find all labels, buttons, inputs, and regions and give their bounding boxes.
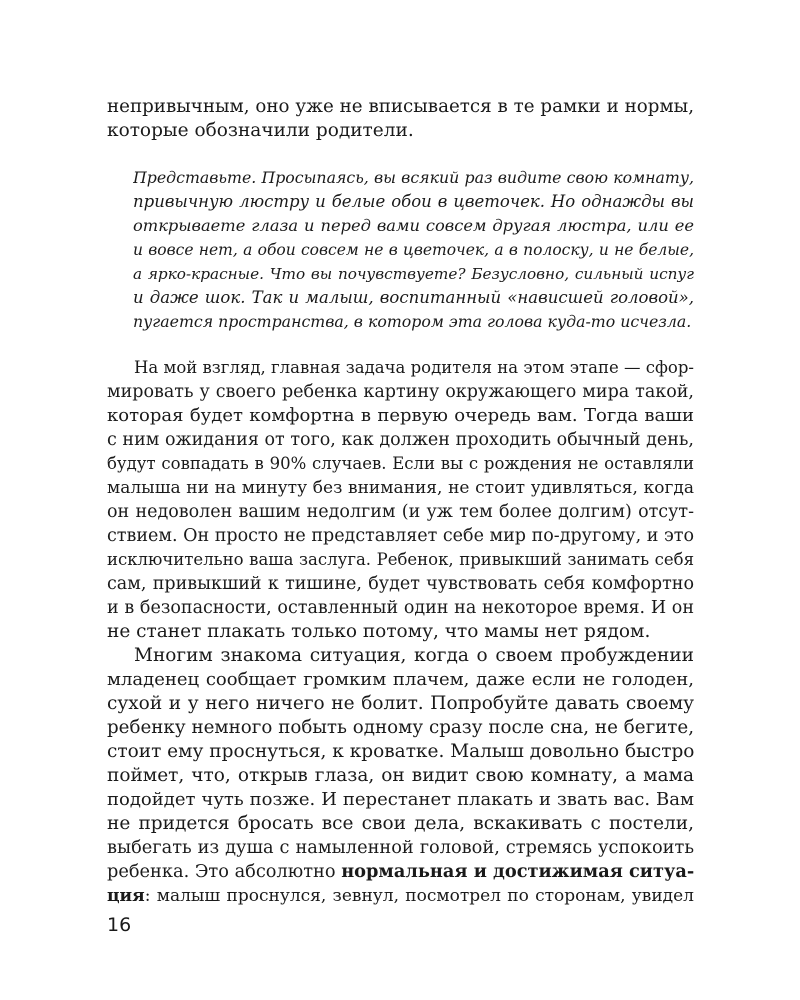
paragraph-3-line: стоит ему проснуться, к кроватке. Малыш довольно быстро — [107, 741, 694, 762]
bold-phrase: нормальная и достижимая ситуа- — [341, 861, 694, 882]
paragraph-2-line: он недоволен вашим недолгим (и уж тем более долгим) отсут- — [107, 502, 694, 522]
paragraph-1-line: непривычным, оно уже не вписывается в те рамки и нормы, — [107, 96, 694, 117]
paragraph-3-line: сухой и у него ничего не болит. Попробуйте давать своему — [107, 693, 694, 714]
paragraph-2-line: малыша ни на минуту без внимания, не стоит удивляться, когда — [107, 478, 694, 498]
quote-line: привычную люстру и белые обои в цветочек. Но однажды вы — [133, 192, 694, 211]
quote-line: а ярко-красные. Что вы почувствуете? Безусловно, сильный испуг — [133, 265, 694, 283]
paragraph-1-line: которые обозначили родители. — [107, 120, 414, 141]
paragraph-2-line: сам, привыкший к тишине, будет чувствовать себя комфортно — [107, 574, 694, 594]
plain-text: : малыш проснулся, зевнул, посмотрел по сторонам, увидел — [144, 886, 694, 906]
paragraph-3-line: подойдет чуть позже. И перестанет плакать и звать вас. Вам — [107, 789, 694, 810]
paragraph-2-line: которая будет комфортна в первую очередь вам. Тогда ваши — [107, 405, 694, 426]
paragraph-3-line: не придется бросать все свои дела, вскакивать с постели, — [107, 813, 694, 834]
paragraph-3-final-line — [107, 884, 694, 908]
paragraph-2-line: не станет плакать только потому, что мамы нет рядом. — [107, 621, 651, 642]
paragraph-2-line: будут совпадать в 90% случаев. Если вы с рождения не оставляли — [107, 454, 694, 473]
quote-line: открываете глаза и перед вами совсем другая люстра, или ее — [133, 216, 694, 235]
paragraph-3-line: Многим знакома ситуация, когда о своем пробуждении — [134, 645, 694, 666]
page-number: 16 — [107, 914, 132, 936]
paragraph-2-line: и в безопасности, оставленный один на некоторое время. И он — [107, 598, 694, 618]
paragraph-3-line: младенец сообщает громким плачем, даже если не голоден, — [107, 669, 694, 690]
paragraph-3-line: выбегать из душа с намыленной головой, стремясь успокоить — [107, 838, 694, 858]
bold-phrase-end: ция — [107, 886, 145, 906]
paragraph-3-bold-line — [107, 860, 694, 884]
paragraph-2-line: с ним ожидания от того, как должен проходить обычный день, — [107, 430, 694, 450]
paragraph-2-line: исключительно ваша заслуга. Ребенок, привыкший занимать себя — [107, 550, 694, 569]
paragraph-3-line: ребенку немного побыть одному сразу после сна, не бегите, — [107, 717, 694, 738]
quote-line: и даже шок. Так и малыш, воспитанный «нависшей головой», — [133, 288, 694, 307]
quote-line: и вовсе нет, а обои совсем не в цветочек, а в полоску, и не белые, — [133, 241, 694, 259]
paragraph-2-line: На мой взгляд, главная задача родителя на этом этапе — сфор- — [134, 358, 694, 377]
quote-line: Представьте. Просыпаясь, вы всякий раз видите свою комнату, — [133, 168, 694, 187]
paragraph-2-line: ствием. Он просто не представляет себе мир по-другому, и это — [107, 526, 694, 546]
plain-text: ребенка. Это абсолютно — [107, 862, 342, 882]
paragraph-3-line: поймет, что, открыв глаза, он видит свою комнату, а мама — [107, 765, 694, 786]
paragraph-2-line: мировать у своего ребенка картину окружающего мира такой, — [107, 382, 694, 402]
quote-line: пугается пространства, в котором эта голова куда-то исчезла. — [133, 312, 692, 331]
